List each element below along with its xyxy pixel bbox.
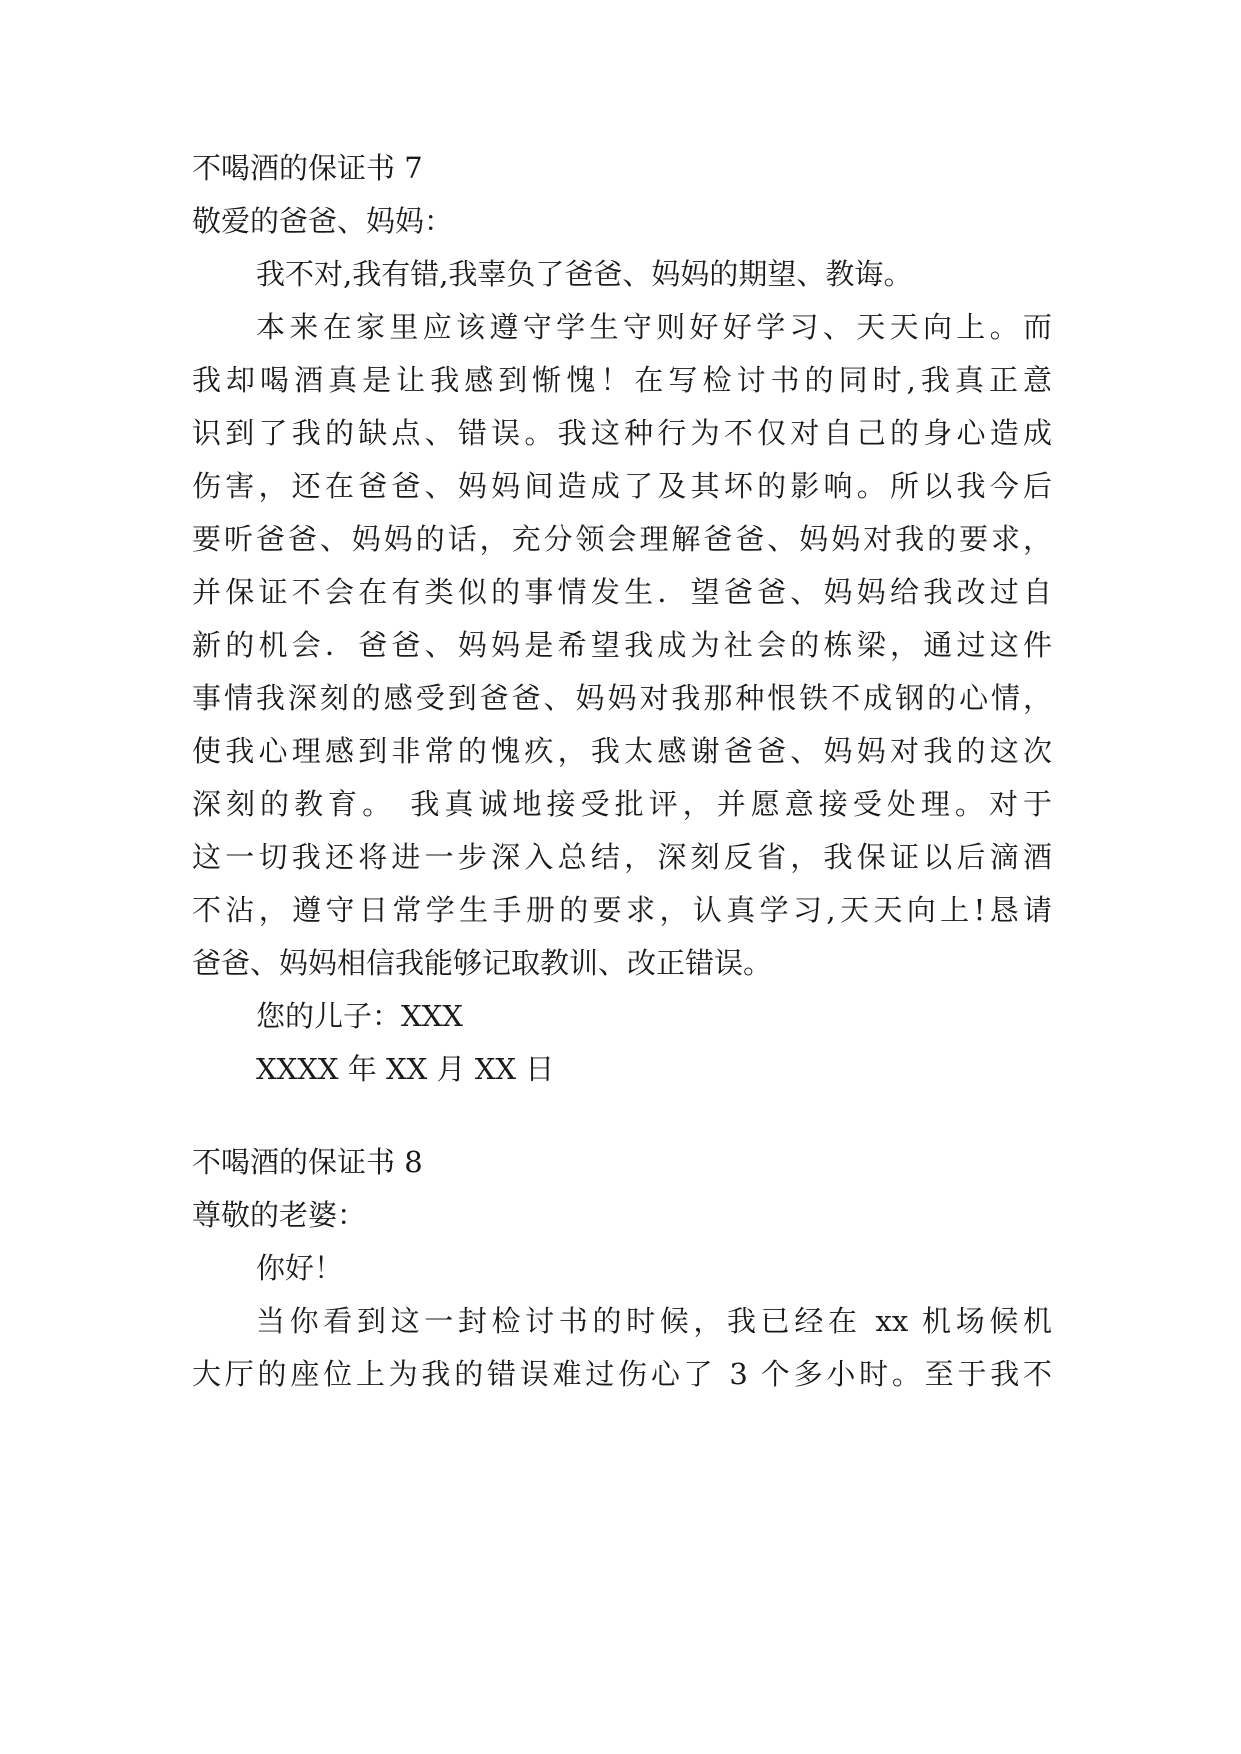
section8-body-line: 大厅的座位上为我的错误难过伤心了 3 个多小时。至于我不 (192, 1357, 1052, 1391)
section7-body-line: 深刻的教育。 我真诚地接受批评，并愿意接受处理。对于 (192, 787, 1052, 821)
section8-salutation: 尊敬的老婆： (192, 1198, 367, 1232)
section7-body-line: 并保证不会在有类似的事情发生．望爸爸、妈妈给我改过自 (192, 575, 1052, 609)
section7-salutation: 敬爱的爸爸、妈妈： (192, 204, 454, 238)
section8-greeting: 你好！ (256, 1251, 344, 1285)
section7-title: 不喝酒的保证书 7 (192, 151, 423, 185)
section7-body-line: 爸爸、妈妈相信我能够记取教训、改正错误。 (192, 946, 773, 980)
section7-body-line: 这一切我还将进一步深入总结，深刻反省，我保证以后滴酒 (192, 840, 1052, 874)
section7-signature: 您的儿子：XXX (256, 999, 463, 1033)
section7-body-line: 使我心理感到非常的愧疚，我太感谢爸爸、妈妈对我的这次 (192, 734, 1052, 768)
section7-body-line: 伤害，还在爸爸、妈妈间造成了及其坏的影响。所以我今后 (192, 469, 1052, 503)
section8-body-line: 当你看到这一封检讨书的时候，我已经在 xx 机场候机 (256, 1304, 1052, 1338)
section7-body-line: 本来在家里应该遵守学生守则好好学习、天天向上。而 (256, 310, 1052, 344)
section7-body-line: 事情我深刻的感受到爸爸、妈妈对我那种恨铁不成钢的心情， (192, 681, 1052, 715)
section7-body-line: 不沾，遵守日常学生手册的要求，认真学习,天天向上!恳请 (192, 893, 1052, 927)
section7-opening: 我不对,我有错,我辜负了爸爸、妈妈的期望、教诲。 (256, 257, 913, 291)
section8-title: 不喝酒的保证书 8 (192, 1145, 423, 1179)
section7-body-line: 新的机会．爸爸、妈妈是希望我成为社会的栋梁，通过这件 (192, 628, 1052, 662)
section7-body-line: 我却喝酒真是让我感到惭愧！在写检讨书的同时,我真正意 (192, 363, 1052, 397)
section7-body-line: 识到了我的缺点、错误。我这种行为不仅对自己的身心造成 (192, 416, 1052, 450)
section7-date: XXXX 年 XX 月 XX 日 (256, 1052, 555, 1086)
section7-body-line: 要听爸爸、妈妈的话，充分领会理解爸爸、妈妈对我的要求， (192, 522, 1052, 556)
